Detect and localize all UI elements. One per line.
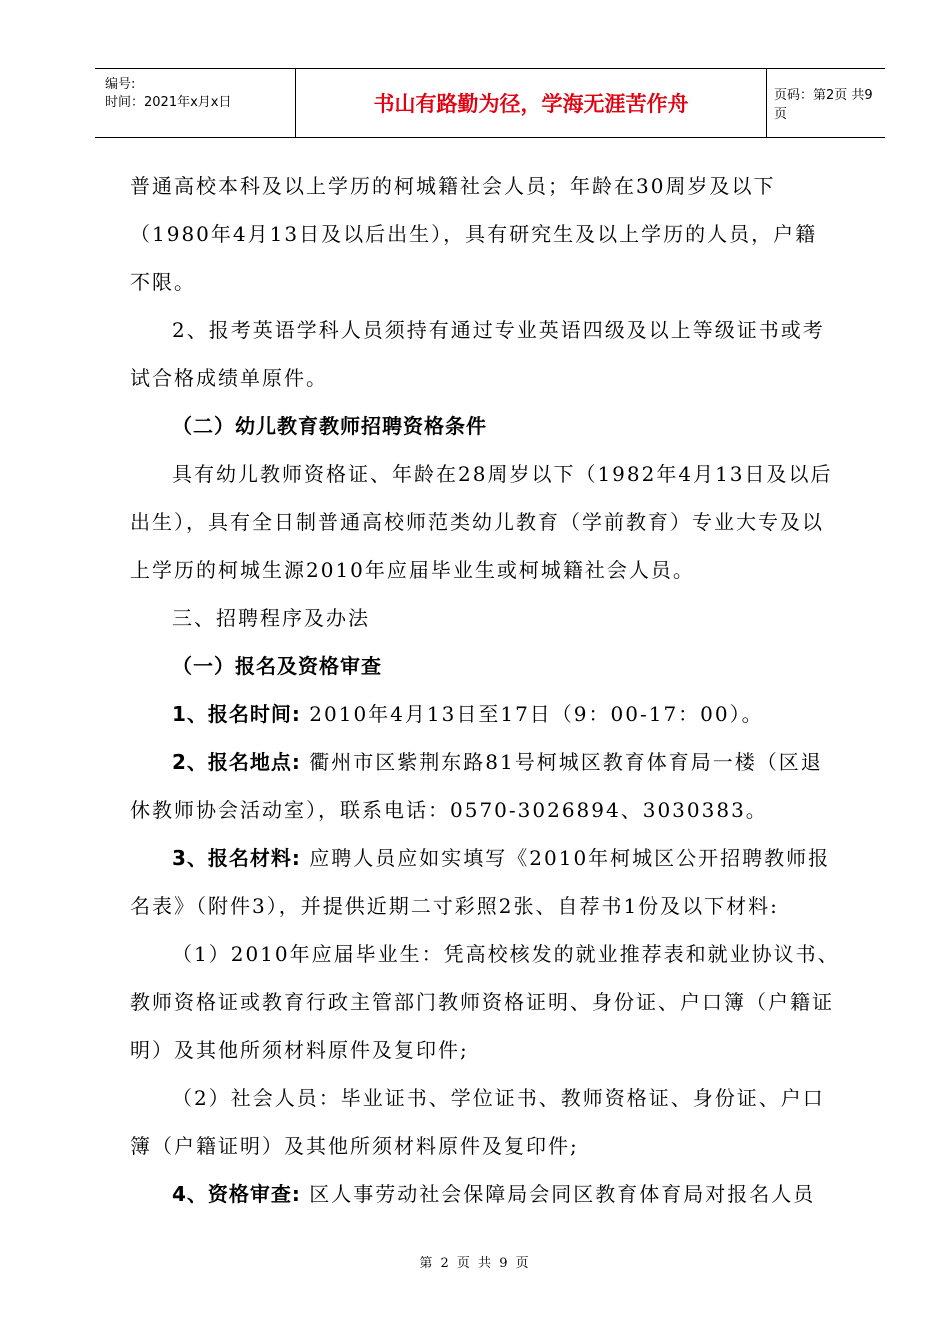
paragraph-line xyxy=(172,1180,815,1208)
time-label: 时间：2021年x月x日 xyxy=(105,95,232,110)
paragraph-line: 名表》（附件3），并提供近期二寸彩照2张、自荐书1份及以下材料: xyxy=(130,894,779,918)
section-heading: （一）报名及资格审查 xyxy=(172,654,382,678)
paragraph-line: 簿（户籍证明）及其他所须材料原件及复印件; xyxy=(130,1134,579,1158)
paragraph-line xyxy=(172,700,764,728)
paragraph-line: 明）及其他所须材料原件及复印件; xyxy=(130,1038,469,1062)
item-label: 2、报名地点: xyxy=(172,750,301,774)
header-page-label: 页码：第2页 共9页 xyxy=(774,88,873,122)
paragraph-line: （1980年4月13日及以后出生），具有研究生及以上学历的人员，户籍 xyxy=(130,222,818,246)
item-label: 4、资格审查: xyxy=(172,1182,301,1206)
header-motto: 书山有路勤为径，学海无涯苦作舟 xyxy=(295,69,767,137)
item-label: 1、报名时间: xyxy=(172,702,301,726)
item-text: 区人事劳动社会保障局会同区教育体育局对报名人员 xyxy=(300,1182,816,1206)
section-heading: （二）幼儿教育教师招聘资格条件 xyxy=(172,414,487,438)
item-text: 衢州市区紫荆东路81号柯城区教育体育局一楼（区退 xyxy=(300,750,823,774)
item-text: 应聘人员应如实填写《2010年柯城区公开招聘教师报 xyxy=(300,846,831,870)
page-footer: 第 2 页 共 9 页 xyxy=(419,1256,531,1271)
paragraph-line: 试合格成绩单原件。 xyxy=(130,366,328,390)
item-label: 3、报名材料: xyxy=(172,846,301,870)
paragraph-line: 2、报考英语学科人员须持有通过专业英语四级及以上等级证书或考 xyxy=(172,318,825,342)
section-heading: 三、招聘程序及办法 xyxy=(172,606,370,630)
paragraph-line: 出生），具有全日制普通高校师范类幼儿教育（学前教育）专业大专及以 xyxy=(130,510,824,534)
page-header xyxy=(95,68,885,138)
paragraph-line: 普通高校本科及以上学历的柯城籍社会人员；年龄在30周岁及以下 xyxy=(130,174,776,198)
paragraph-line: （2）社会人员：毕业证书、学位证书、教师资格证、身份证、户口 xyxy=(172,1086,825,1110)
paragraph-line: 具有幼儿教师资格证、年龄在28周岁以下（1982年4月13日及以后 xyxy=(172,462,833,486)
paragraph-line: 休教师协会活动室），联系电话：0570-3026894、3030383。 xyxy=(130,798,768,822)
paragraph-line xyxy=(172,844,830,872)
header-meta xyxy=(95,69,295,137)
item-text: 2010年4月13日至17日（9：00-17：00）。 xyxy=(300,702,764,726)
paragraph-line xyxy=(172,748,823,776)
number-label: 编号: xyxy=(105,77,136,92)
paragraph-line: 不限。 xyxy=(130,270,196,294)
paragraph-line: 教师资格证或教育行政主管部门教师资格证明、身份证、户口簿（户籍证 xyxy=(130,990,834,1014)
paragraph-line: （1）2010年应届毕业生：凭高校核发的就业推荐表和就业协议书、 xyxy=(172,942,840,966)
paragraph-line: 上学历的柯城生源2010年应届毕业生或柯城籍社会人员。 xyxy=(130,558,695,582)
